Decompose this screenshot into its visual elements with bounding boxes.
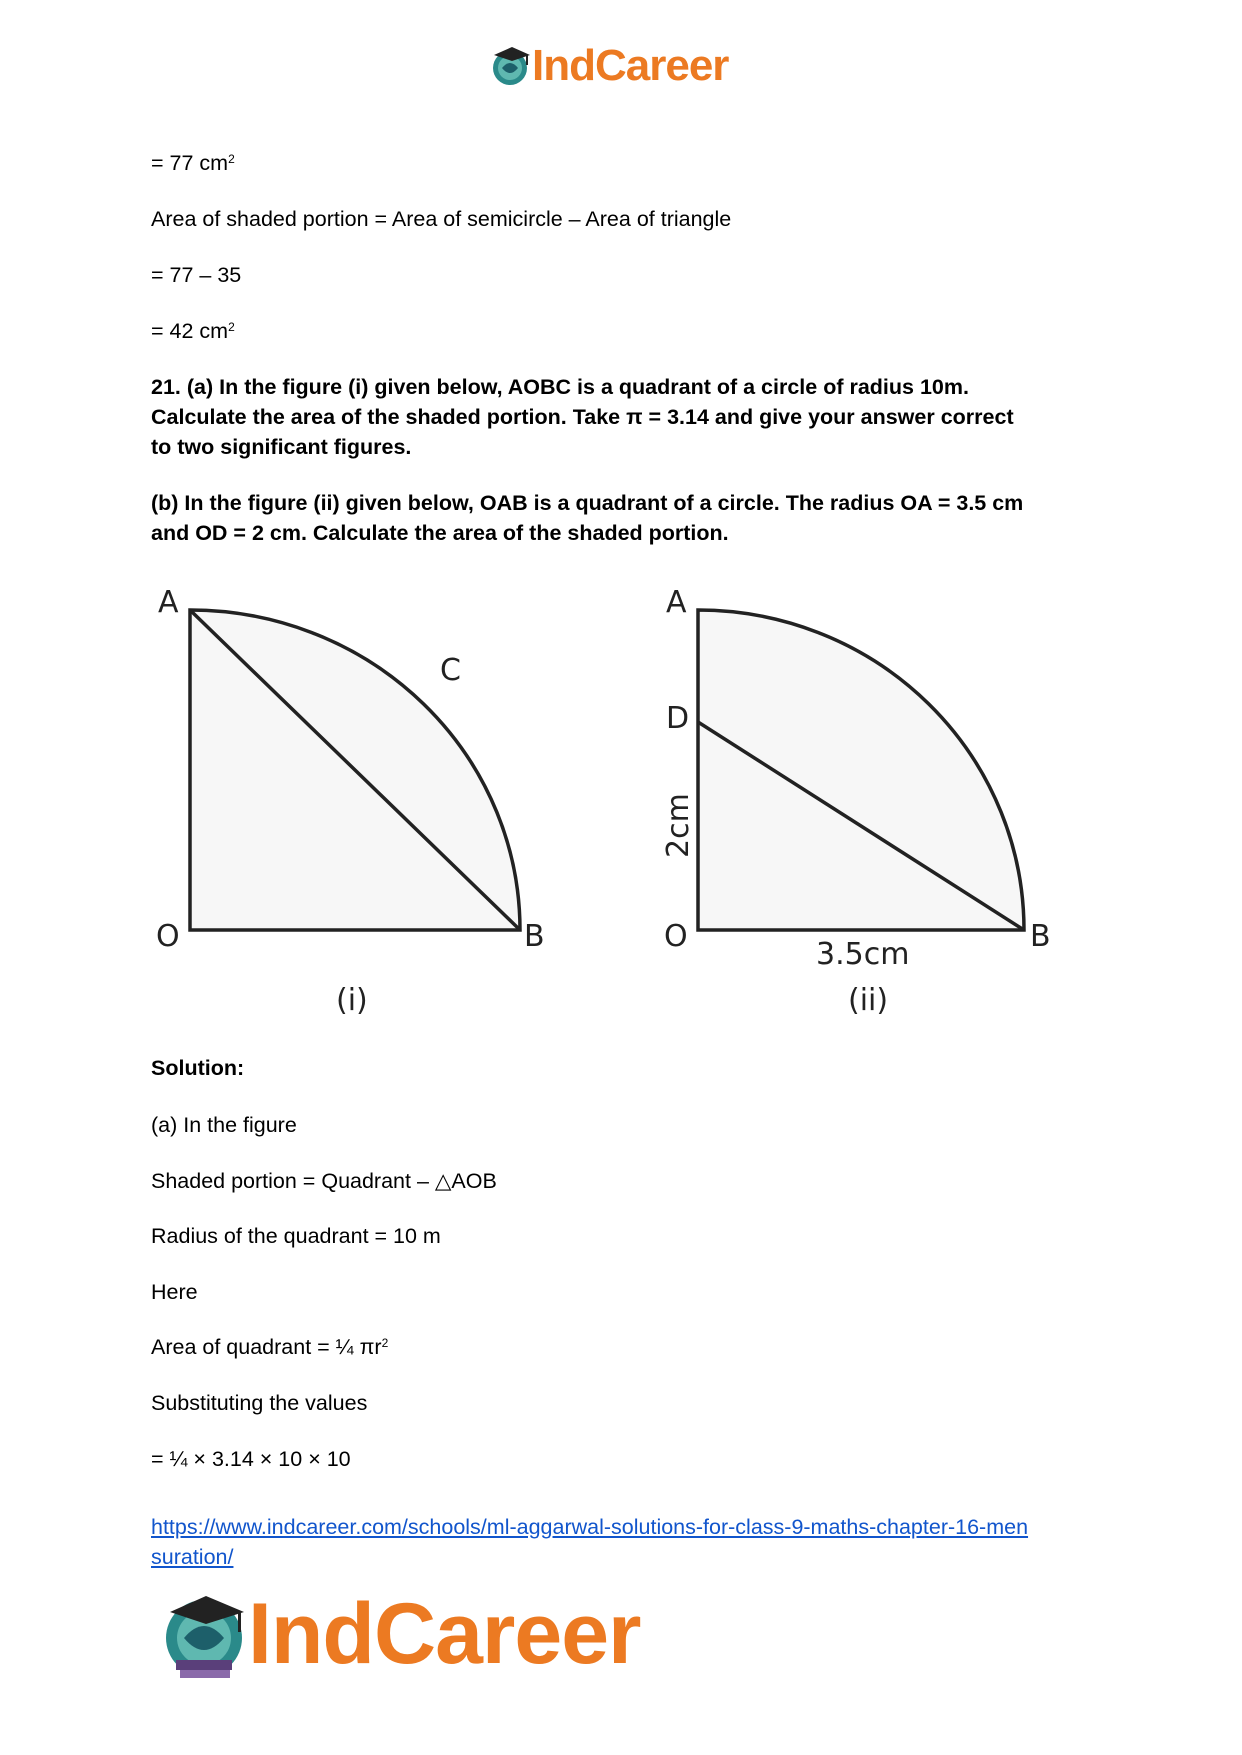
figure-ii [650, 580, 1070, 1020]
superscript: 2 [228, 152, 235, 166]
footer-logo [162, 1584, 722, 1684]
solution-line [151, 1334, 388, 1361]
solution-line: (a) In the figure [151, 1113, 297, 1137]
question-a [151, 372, 1111, 462]
solution-line: Here [151, 1280, 198, 1304]
solution-line: Shaded portion = Quadrant – △AOB [151, 1169, 497, 1193]
equation-text: = 42 cm [151, 319, 229, 343]
base-label-ii: 3.5cm [816, 937, 910, 972]
label-c-i: C [440, 653, 461, 688]
text-line [151, 318, 235, 345]
label-a-ii: A [666, 585, 687, 620]
side-label-ii: 2cm [661, 793, 696, 858]
label-b-i: B [524, 919, 545, 954]
caption-ii: (ii) [848, 983, 889, 1018]
label-o-i: O [156, 919, 180, 954]
label-o-ii: O [664, 919, 688, 954]
label-a-i: A [158, 585, 179, 620]
logo-globe-icon [488, 43, 534, 89]
label-d-ii: D [666, 701, 690, 736]
source-link-line[interactable]: suration/ [151, 1545, 234, 1569]
question-a-line: to two significant figures. [151, 435, 412, 459]
header-logo [488, 40, 768, 92]
text-line [151, 150, 235, 177]
solution-line: Substituting the values [151, 1391, 368, 1415]
label-b-ii: B [1030, 919, 1051, 954]
question-b-line: (b) In the figure (ii) given below, OAB is a quadrant of a circle. The radius OA = 3.5 cm [151, 491, 1024, 515]
quadrant-ii-shape [698, 610, 1024, 930]
equation-text: Area of quadrant = ¼ πr [151, 1335, 382, 1359]
source-link-line[interactable]: https://www.indcareer.com/schools/ml-aggarwal-solutions-for-class-9-maths-chapter-16-men [151, 1515, 1029, 1539]
solution-line: = ¼ × 3.14 × 10 × 10 [151, 1447, 351, 1471]
text-line: = 77 – 35 [151, 263, 242, 287]
equation-text: = 77 cm [151, 151, 229, 175]
source-link[interactable] [151, 1512, 1111, 1572]
solution-heading: Solution: [151, 1056, 245, 1080]
question-b-line: and OD = 2 cm. Calculate the area of the shaded portion. [151, 521, 729, 545]
question-a-line: 21. (a) In the figure (i) given below, AOBC is a quadrant of a circle of radius 10m. [151, 375, 969, 399]
text-line: Area of shaded portion = Area of semicircle – Area of triangle [151, 207, 732, 231]
figure-i [150, 580, 570, 1020]
footer-logo-text: IndCareer [248, 1586, 641, 1682]
question-a-line: Calculate the area of the shaded portion. Take π = 3.14 and give your answer correct [151, 405, 1014, 429]
question-b [151, 488, 1111, 548]
header-logo-text: IndCareer [532, 41, 729, 90]
caption-i: (i) [336, 983, 368, 1018]
superscript: 2 [228, 320, 235, 334]
footer-logo-globe-icon [162, 1590, 252, 1680]
superscript: 2 [381, 1336, 389, 1350]
solution-line: Radius of the quadrant = 10 m [151, 1224, 441, 1248]
